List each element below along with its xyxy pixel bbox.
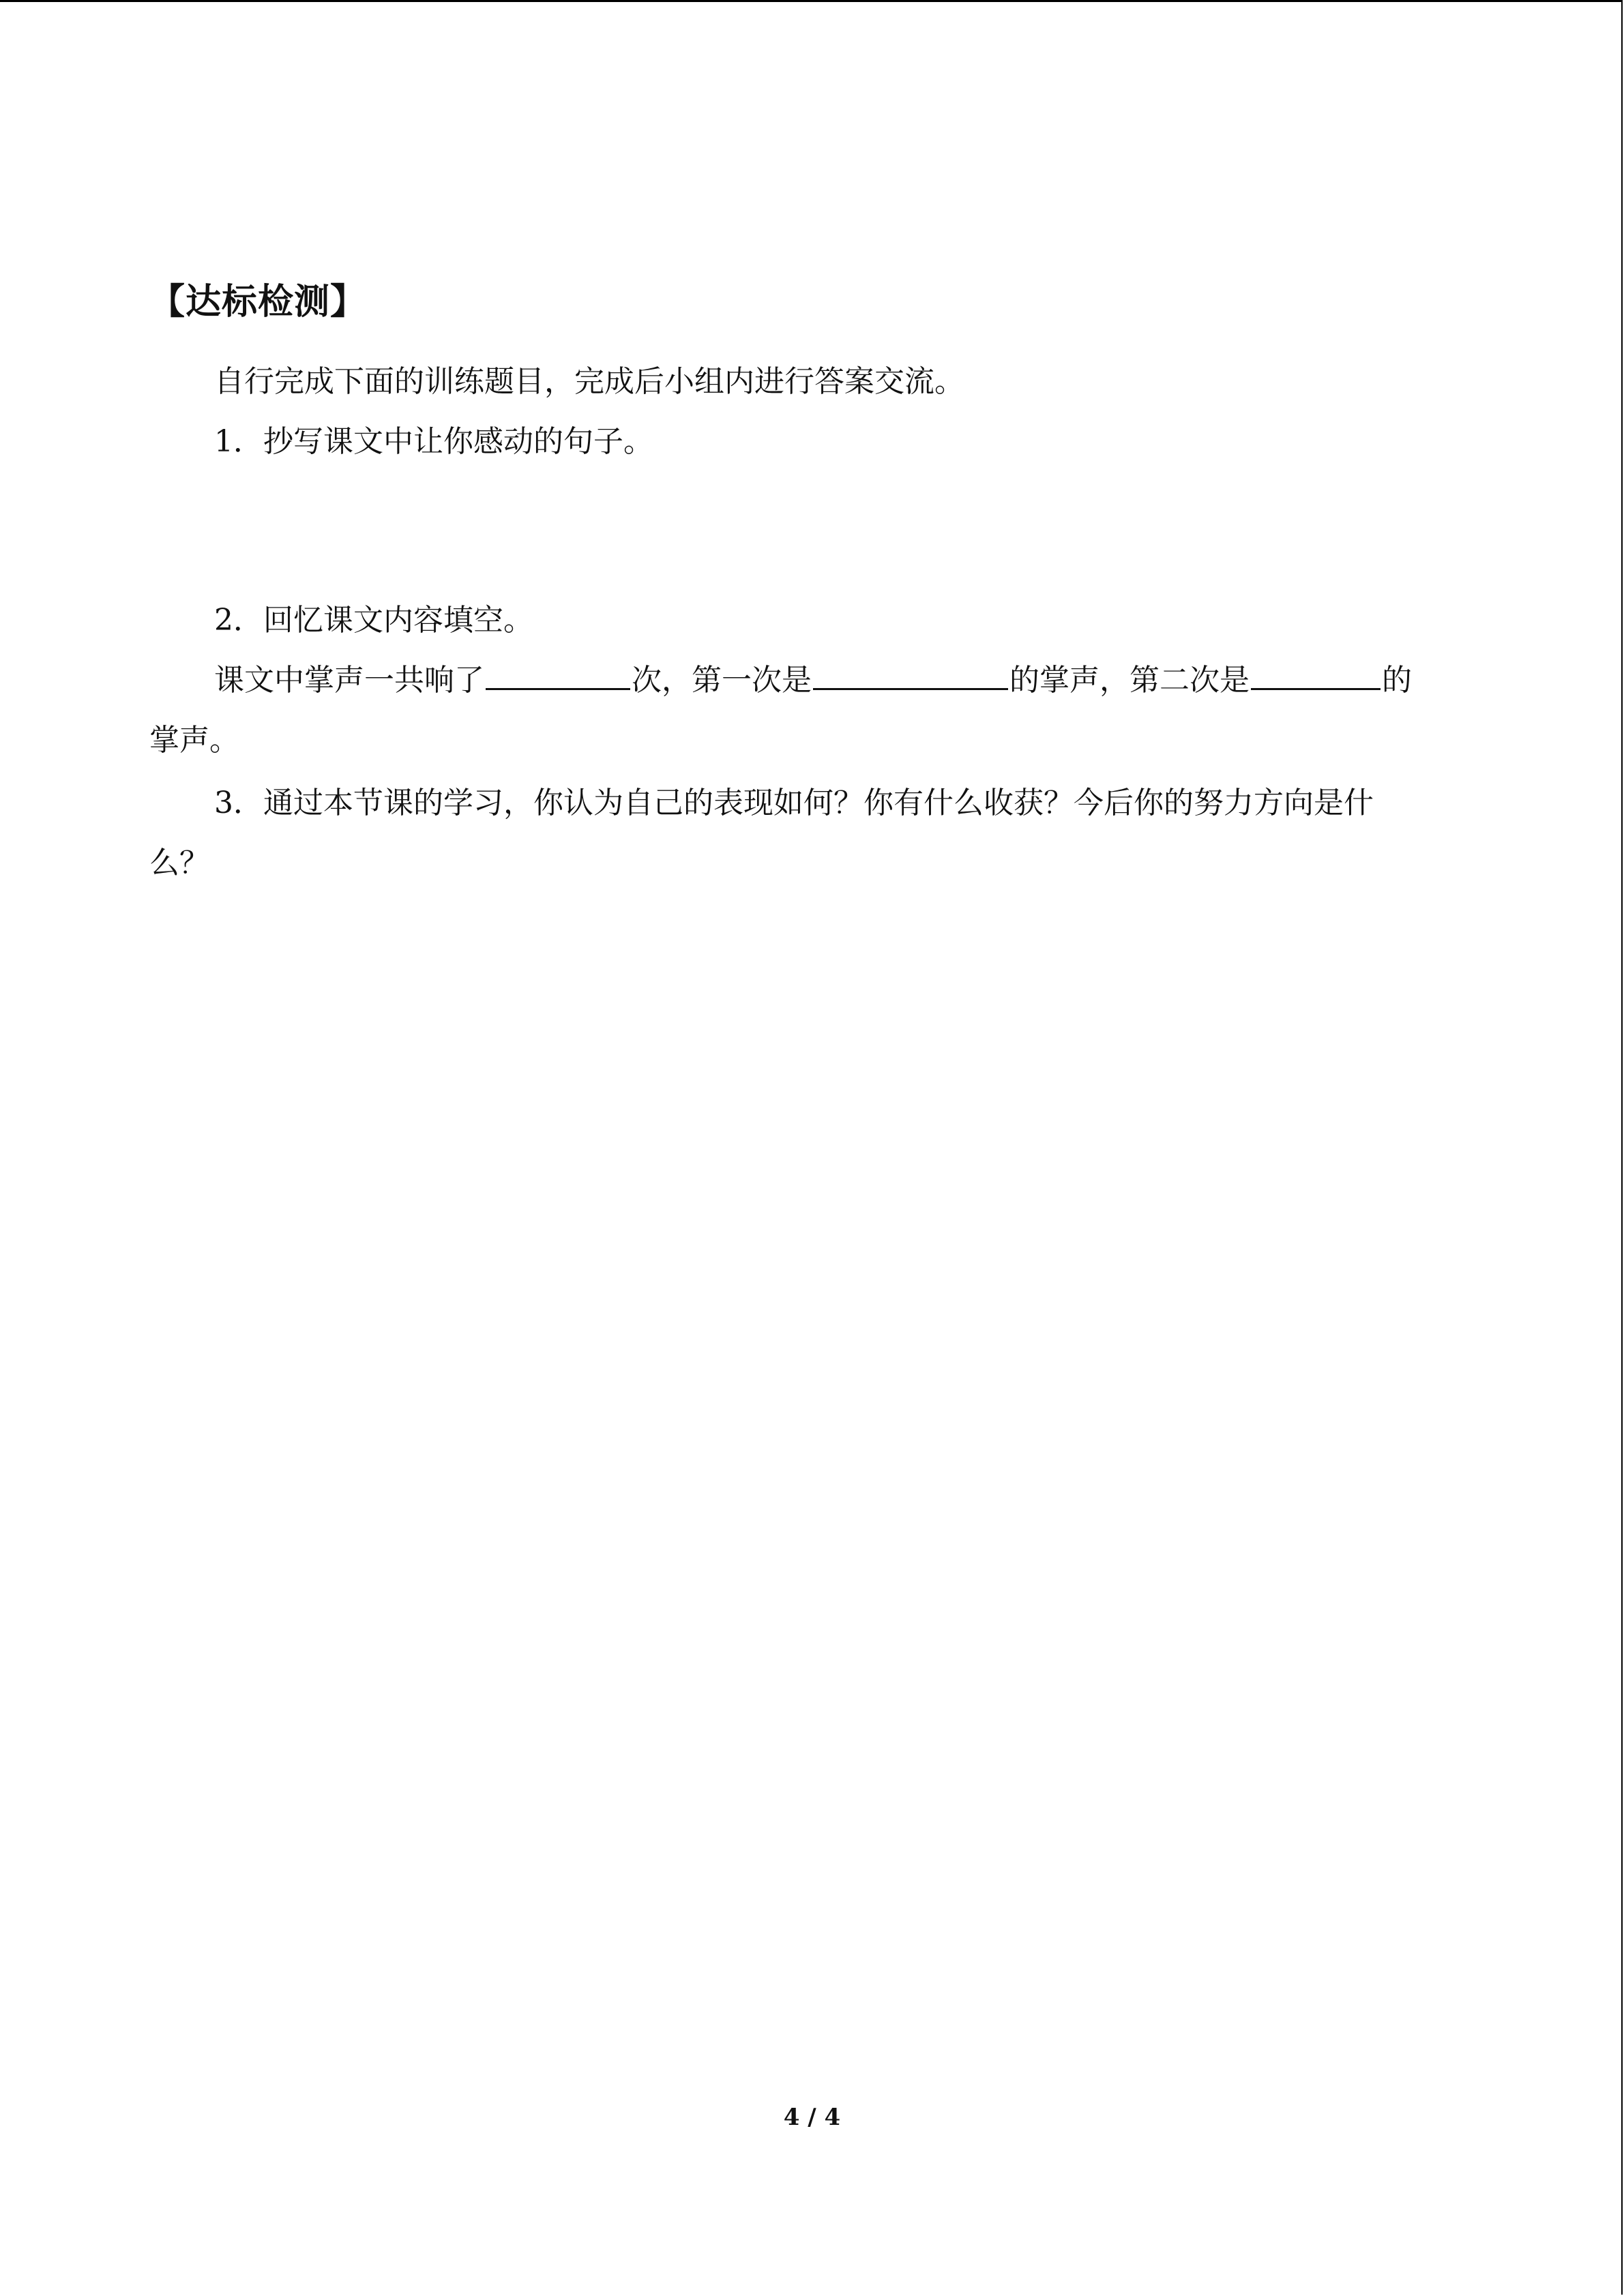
question-3-line-2: 么？ xyxy=(149,846,209,880)
fill-text-3: 的掌声，第二次是 xyxy=(1009,663,1250,698)
answer-blank-count[interactable] xyxy=(486,661,630,690)
section-heading: 【达标检测】 xyxy=(149,282,367,323)
instruction-text: 自行完成下面的训练题目，完成后小组内进行答案交流。 xyxy=(214,364,964,399)
question-2-continuation: 掌声。 xyxy=(149,723,239,758)
answer-blank-second[interactable] xyxy=(1251,661,1381,690)
question-3-line-1: 3．通过本节课的学习，你认为自己的表现如何？你有什么收获？今后你的努力方向是什 xyxy=(214,786,1374,820)
answer-blank-first[interactable] xyxy=(813,661,1008,690)
question-2-fill-line xyxy=(214,660,1412,701)
fill-text-2: 次，第一次是 xyxy=(632,663,812,698)
fill-text-1: 课文中掌声一共响了 xyxy=(214,663,484,698)
question-2: 2．回忆课文内容填空。 xyxy=(214,603,533,638)
fill-text-4: 的 xyxy=(1382,663,1412,698)
page-number: 4 / 4 xyxy=(783,2104,841,2131)
question-1: 1．抄写课文中让你感动的句子。 xyxy=(214,424,653,459)
